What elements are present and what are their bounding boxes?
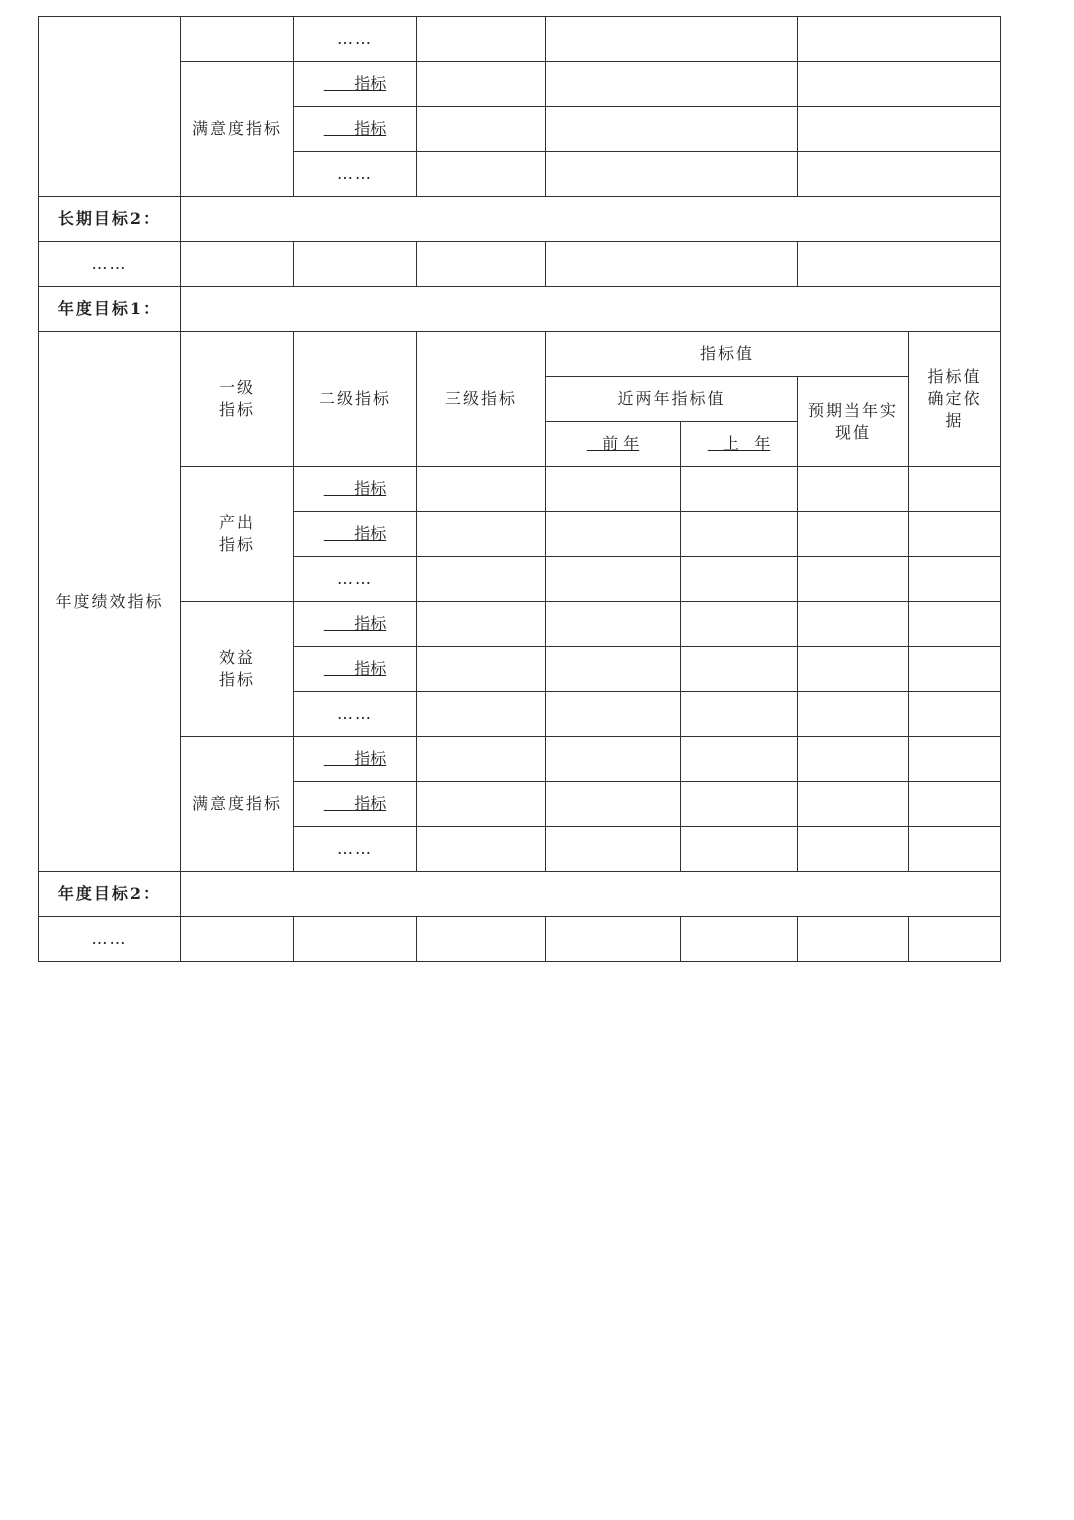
blank-cell <box>681 602 798 647</box>
blank-cell <box>546 17 798 62</box>
annual-goal-1-content <box>181 287 1001 332</box>
header-level3: 三级指标 <box>417 332 546 467</box>
blank-cell <box>909 647 1001 692</box>
blank-cell <box>798 647 909 692</box>
blank-cell <box>417 647 546 692</box>
blank-cell <box>417 827 546 872</box>
ellipsis-cell: …… <box>294 557 417 602</box>
blank-cell <box>681 782 798 827</box>
blank-cell <box>546 737 681 782</box>
continuation-section-cell <box>39 17 181 197</box>
blank-cell <box>546 152 798 197</box>
blank-cell <box>681 692 798 737</box>
indicator-fill-text: 指标 <box>323 74 387 93</box>
indicator-cell <box>294 107 417 152</box>
blank-cell <box>181 17 294 62</box>
group-benefit-label: 效益 指标 <box>181 602 294 737</box>
blank-cell <box>417 152 546 197</box>
indicator-cell <box>294 512 417 557</box>
blank-cell <box>909 512 1001 557</box>
blank-cell <box>909 467 1001 512</box>
blank-cell <box>546 107 798 152</box>
performance-indicator-table <box>38 16 1001 962</box>
blank-cell <box>909 827 1001 872</box>
blank-cell <box>417 602 546 647</box>
indicator-cell <box>294 647 417 692</box>
blank-cell <box>181 242 294 287</box>
blank-cell <box>417 467 546 512</box>
ellipsis-cell: …… <box>294 152 417 197</box>
blank-cell <box>417 917 546 962</box>
blank-cell <box>909 557 1001 602</box>
annual-goal-2-content <box>181 872 1001 917</box>
annual-goal-2-label: 年度目标2： <box>39 872 181 917</box>
header-last-year <box>681 422 798 467</box>
blank-cell <box>909 602 1001 647</box>
blank-cell <box>417 557 546 602</box>
ellipsis-row-label: …… <box>39 242 181 287</box>
blank-cell <box>546 242 798 287</box>
indicator-fill-text: 指标 <box>323 524 387 543</box>
blank-cell <box>546 512 681 557</box>
last-ellipsis-label: …… <box>39 917 181 962</box>
blank-cell <box>681 647 798 692</box>
blank-cell <box>798 692 909 737</box>
ellipsis-cell: …… <box>294 17 417 62</box>
blank-cell <box>181 917 294 962</box>
indicator-cell <box>294 467 417 512</box>
blank-cell <box>909 692 1001 737</box>
blank-cell <box>417 692 546 737</box>
blank-cell <box>798 152 1001 197</box>
blank-cell <box>681 467 798 512</box>
blank-cell <box>417 782 546 827</box>
blank-cell <box>798 782 909 827</box>
blank-cell <box>546 602 681 647</box>
previous-year-text: 前 年 <box>586 434 640 453</box>
indicator-fill-text: 指标 <box>323 794 387 813</box>
ellipsis-cell: …… <box>294 827 417 872</box>
blank-cell <box>546 827 681 872</box>
indicator-fill-text: 指标 <box>323 479 387 498</box>
blank-cell <box>798 17 1001 62</box>
blank-cell <box>798 557 909 602</box>
blank-cell <box>798 827 909 872</box>
blank-cell <box>798 242 1001 287</box>
indicator-cell <box>294 737 417 782</box>
long-term-goal-2-label: 长期目标2： <box>39 197 181 242</box>
blank-cell <box>798 62 1001 107</box>
blank-cell <box>681 512 798 557</box>
header-previous-year <box>546 422 681 467</box>
indicator-fill-text: 指标 <box>323 659 387 678</box>
header-expected-value: 预期当年实现值 <box>798 377 909 467</box>
blank-cell <box>798 512 909 557</box>
blank-cell <box>798 107 1001 152</box>
blank-cell <box>417 242 546 287</box>
blank-cell <box>798 917 909 962</box>
blank-cell <box>909 737 1001 782</box>
blank-cell <box>798 737 909 782</box>
blank-cell <box>798 602 909 647</box>
blank-cell <box>681 557 798 602</box>
indicator-fill-text: 指标 <box>323 614 387 633</box>
last-year-text: 上 年 <box>707 434 771 453</box>
header-level2: 二级指标 <box>294 332 417 467</box>
header-level1: 一级 指标 <box>181 332 294 467</box>
annual-performance-section-label: 年度绩效指标 <box>39 332 181 872</box>
indicator-cell <box>294 602 417 647</box>
blank-cell <box>294 242 417 287</box>
annual-goal-1-label: 年度目标1： <box>39 287 181 332</box>
indicator-cell <box>294 62 417 107</box>
blank-cell <box>417 512 546 557</box>
blank-cell <box>546 647 681 692</box>
blank-cell <box>417 737 546 782</box>
ellipsis-cell: …… <box>294 692 417 737</box>
blank-cell <box>546 557 681 602</box>
header-indicator-value: 指标值 <box>546 332 909 377</box>
blank-cell <box>546 782 681 827</box>
blank-cell <box>798 467 909 512</box>
group-output-label: 产出 指标 <box>181 467 294 602</box>
blank-cell <box>417 17 546 62</box>
blank-cell <box>417 62 546 107</box>
blank-cell <box>681 917 798 962</box>
group-satisfaction-label: 满意度指标 <box>181 737 294 872</box>
header-basis: 指标值确定依据 <box>909 332 1001 467</box>
satisfaction-indicator-label: 满意度指标 <box>181 62 294 197</box>
indicator-fill-text: 指标 <box>323 119 387 138</box>
indicator-cell <box>294 782 417 827</box>
blank-cell <box>909 917 1001 962</box>
blank-cell <box>681 827 798 872</box>
blank-cell <box>546 467 681 512</box>
blank-cell <box>909 782 1001 827</box>
indicator-fill-text: 指标 <box>323 749 387 768</box>
blank-cell <box>546 692 681 737</box>
blank-cell <box>681 737 798 782</box>
blank-cell <box>546 917 681 962</box>
blank-cell <box>294 917 417 962</box>
header-recent-two-years: 近两年指标值 <box>546 377 798 422</box>
long-term-goal-2-content <box>181 197 1001 242</box>
blank-cell <box>546 62 798 107</box>
blank-cell <box>417 107 546 152</box>
